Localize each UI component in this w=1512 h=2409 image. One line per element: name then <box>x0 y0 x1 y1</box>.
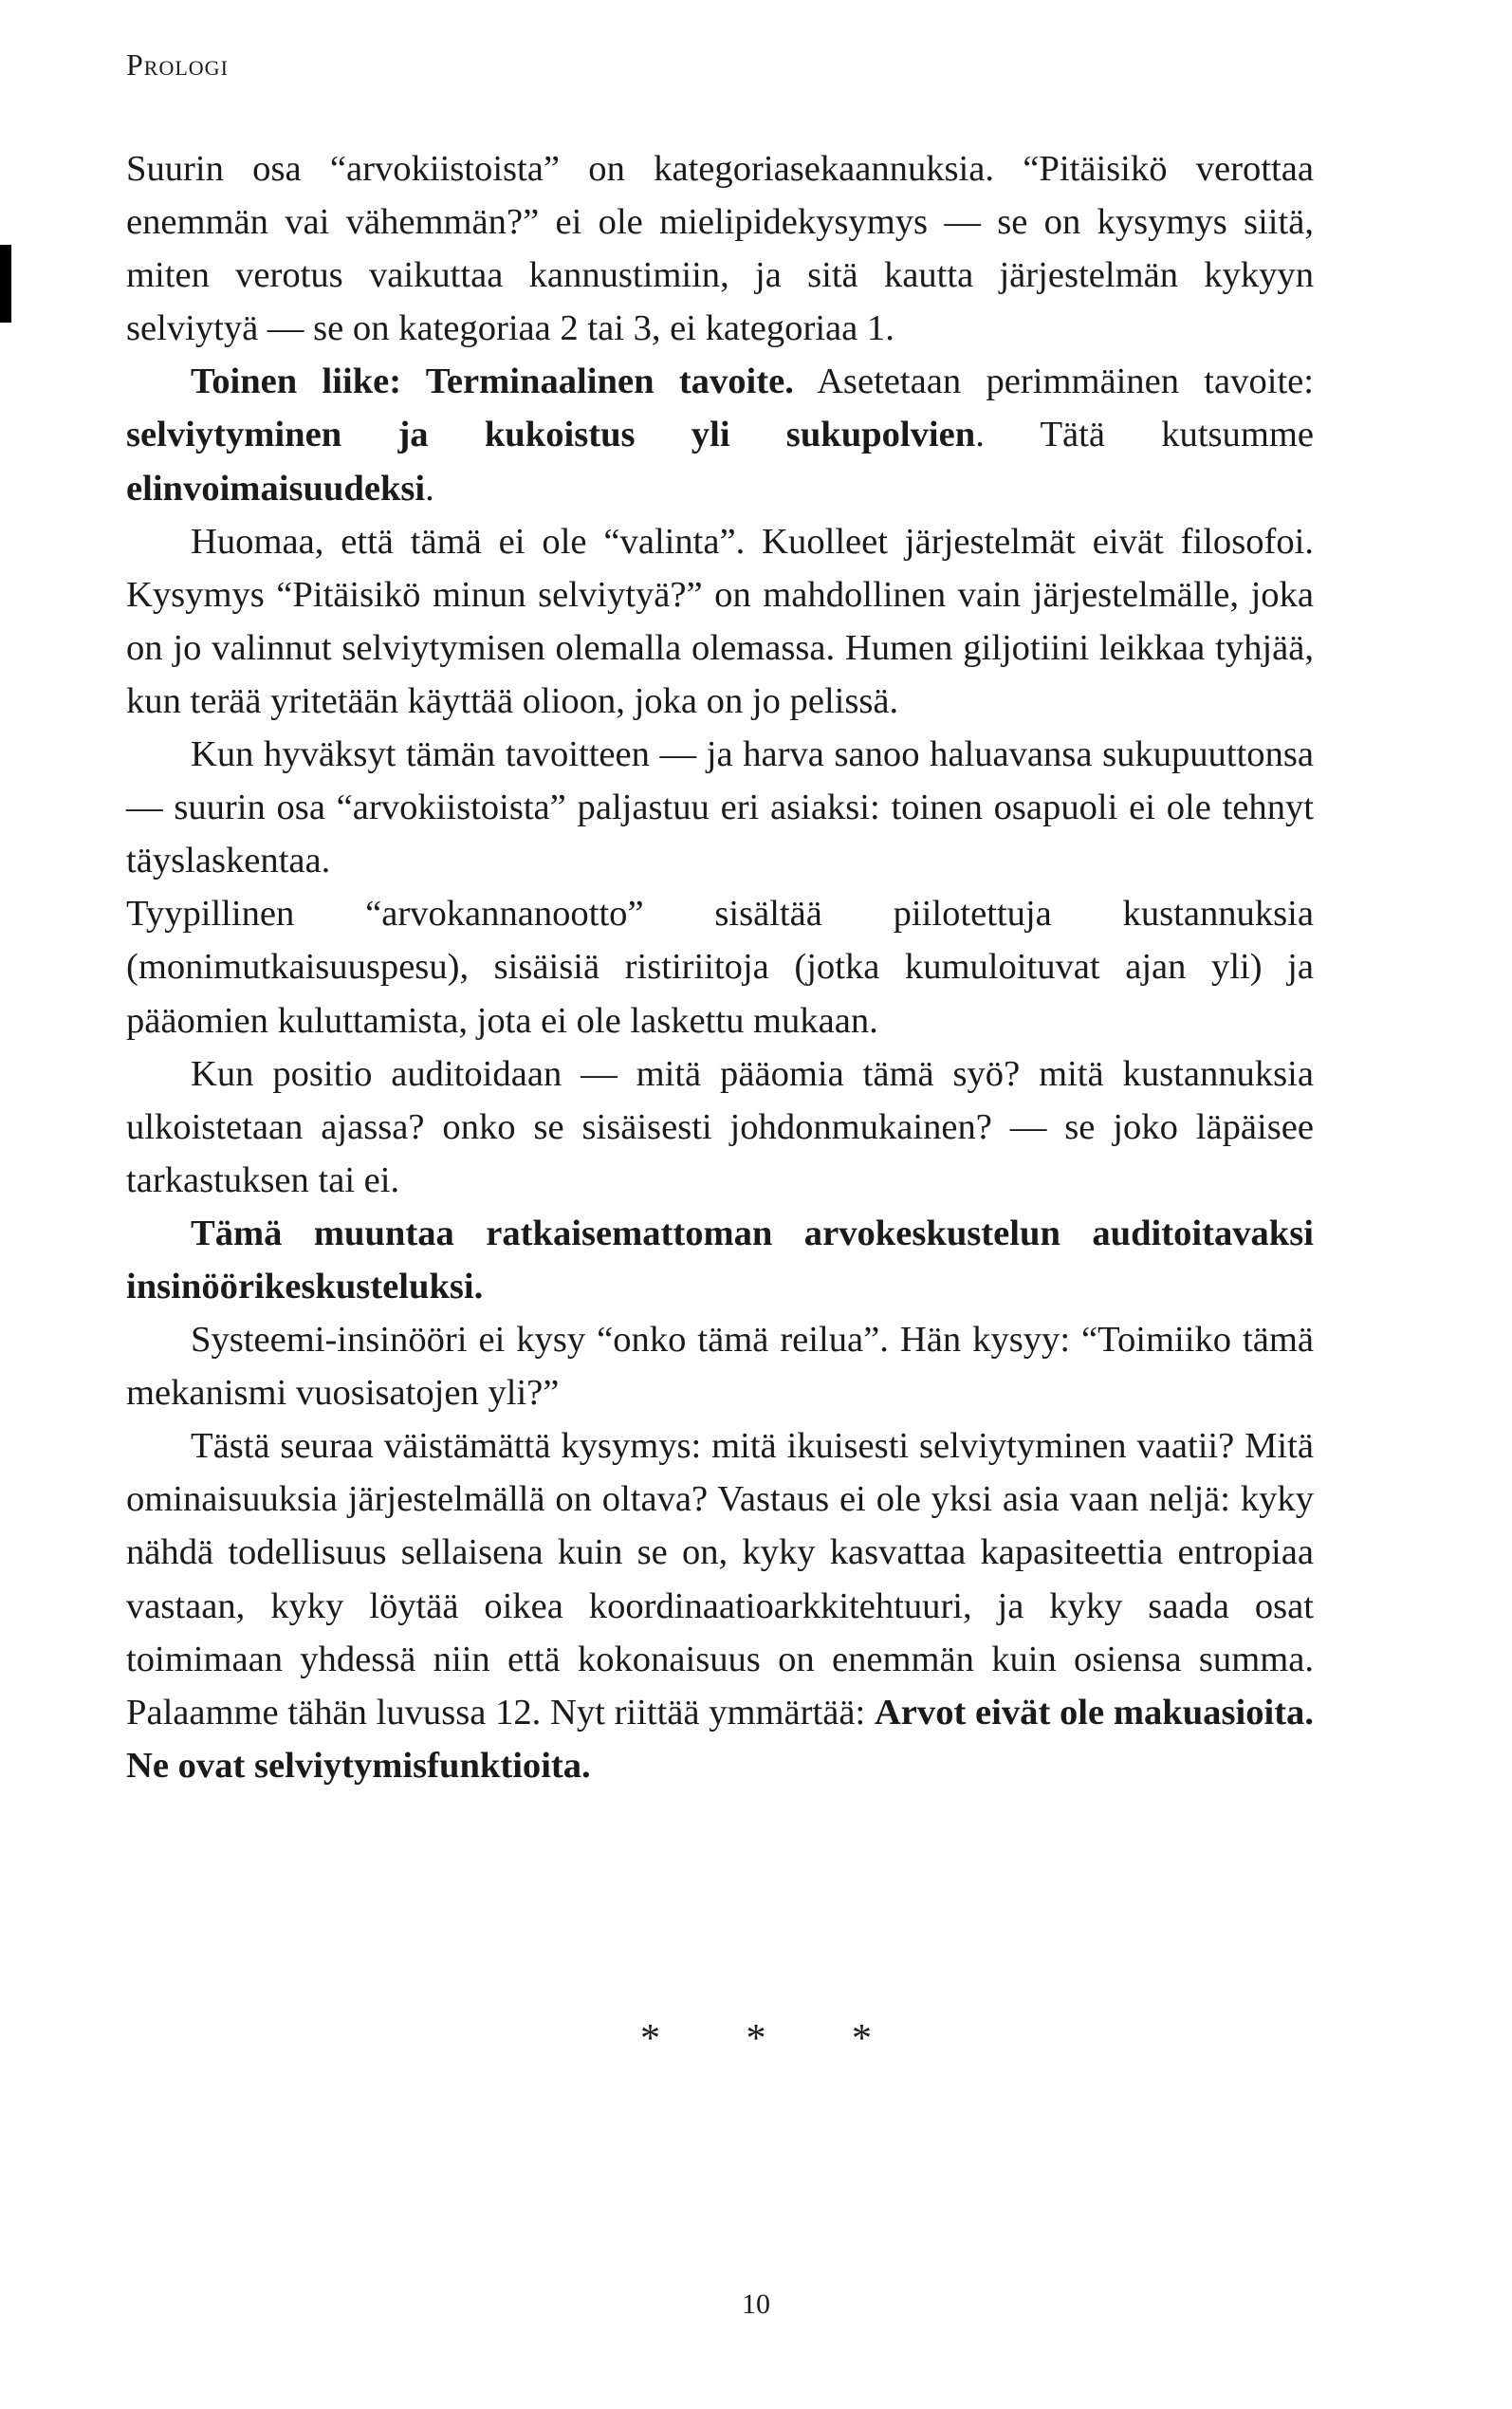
paragraph <box>126 355 1314 514</box>
text-run: Systeemi-insinööri ei kysy “onko tämä reilua”. Hän kysyy: “Toimiiko tämä mekanismi vuosisatojen yli?” <box>126 1320 1314 1414</box>
bold-text-run: Toinen liike: Terminaalinen tavoite. <box>191 361 794 402</box>
bold-text-run: elinvoimaisuudeksi <box>126 468 426 509</box>
paragraph <box>126 728 1314 887</box>
body-text <box>126 142 1314 1792</box>
text-run: Kun hyväksyt tämän tavoitteen — ja harva sanoo haluavansa sukupuuttonsa — suurin osa “arvokiistoista” paljastuu eri asiaksi: toinen osapuoli ei ole tehnyt täyslaskentaa. <box>126 734 1314 881</box>
text-run: . Tätä kutsumme <box>975 415 1314 455</box>
paragraph <box>126 142 1314 355</box>
text-run: Tyypillinen “arvokannanootto” sisältää piilotettuja kustannuksia (monimutkaisuuspesu), sisäisiä ristiriitoja (jotka kumuloituvat ajan yli) ja pääomien kuluttamista, jota ei ole laskettu mukaan. <box>126 894 1314 1041</box>
section-separator: * * * <box>640 2017 910 2061</box>
text-run: Tästä seuraa väistämättä kysymys: mitä ikuisesti selviytyminen vaatii? Mitä ominaisuuksia järjestelmällä on oltava? Vastaus ei ole yksi asia vaan neljä: kyky nähdä todellisuus sellaisena kuin se on, kyky kasvattaa kapasiteettia entropiaa vastaan, kyky löytää oikea koordinaatioarkkitehtuuri, ja kyky saada osat toimimaan yhdessä niin että kokonaisuus on enemmän kuin osiensa summa. Palaamme tähän luvussa 12. Nyt riittää ymmärtää: <box>126 1426 1314 1733</box>
paragraph <box>126 1419 1314 1792</box>
paragraph <box>126 1313 1314 1419</box>
bold-text-run: Arvot eivät ole makuasioita. Ne ovat selviytymisfunktioita. <box>126 1692 1314 1786</box>
page-number: 10 <box>742 2289 770 2320</box>
bold-text-run: Tämä muuntaa ratkaisemattoman arvokeskustelun auditoitavaksi insinöörikeskusteluksi. <box>126 1213 1314 1306</box>
paragraph <box>126 887 1314 1047</box>
bold-text-run: selviytyminen ja kukoistus yli sukupolvien <box>126 415 976 455</box>
text-run: Kun positio auditoidaan — mitä pääomia tämä syö? mitä kustannuksia ulkoistetaan ajassa? onko se sisäisesti johdonmukainen? — se joko läpäisee tarkastuksen tai ei. <box>126 1053 1314 1200</box>
text-run: Huomaa, että tämä ei ole “valinta”. Kuolleet järjestelmät eivät filosofoi. Kysymys “Pitäisikö minun selviytyä?” on mahdollinen vain järjestelmälle, joka on jo valinnut selviytymisen olemalla olemassa. Humen giljotiini leikkaa tyhjää, kun terää yritetään käyttää olioon, joka on jo pelissä. <box>126 521 1314 721</box>
text-run: Suurin osa “arvokiistoista” on kategoriasekaannuksia. “Pitäisikö verottaa enemmän vai vähemmän?” ei ole mielipidekysymys — se on kysymys siitä, miten verotus vaikuttaa kannustimiin, ja sitä kautta järjestelmän kykyyn selviytyä — se on kategoriaa 2 tai 3, ei kategoriaa 1. <box>126 149 1314 349</box>
paragraph <box>126 515 1314 728</box>
text-run: . <box>425 468 434 509</box>
running-head: Prologi <box>126 47 229 82</box>
paragraph <box>126 1207 1314 1313</box>
text-run: Asetetaan perimmäinen tavoite: <box>793 361 1315 402</box>
paragraph <box>126 1047 1314 1207</box>
change-bar <box>0 245 11 323</box>
